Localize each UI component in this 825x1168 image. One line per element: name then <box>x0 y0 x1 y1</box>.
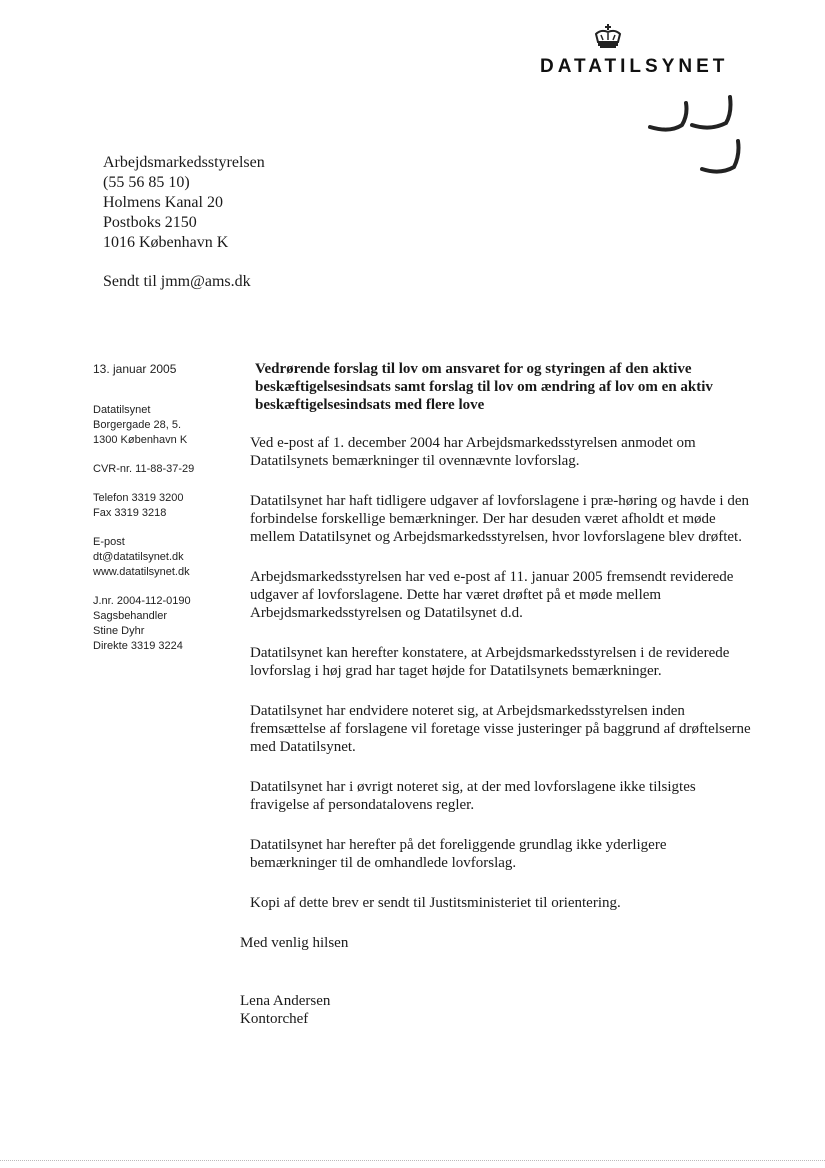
direct-phone: Direkte 3319 3224 <box>93 640 183 652</box>
address-line: Borgergade 28, 5. <box>93 419 182 431</box>
body-paragraph: Datatilsynet har i øvrigt noteret sig, at der med lovforslagene ikke tilsigtes fravigelse af persondatalovens regler. <box>250 779 696 813</box>
phone-block <box>93 491 233 521</box>
email-label: E-post <box>93 536 125 548</box>
page-edge-divider <box>0 1160 825 1161</box>
recipient-line: Holmens Kanal 20 <box>103 194 223 211</box>
recipient-line: Arbejdsmarkedsstyrelsen <box>103 154 265 171</box>
case-number: J.nr. 2004-112-0190 <box>93 595 191 607</box>
case-handler-label: Sagsbehandler <box>93 610 168 622</box>
case-handler-name: Stine Dyhr <box>93 625 145 637</box>
email-block <box>93 535 233 580</box>
phone-line: Telefon 3319 3200 <box>93 492 184 504</box>
body-paragraph: Datatilsynet har endvidere noteret sig, at Arbejdsmarkedsstyrelsen inden fremsættelse af forslagene vil foretage visse justeringer på baggrund af drøftelserne med Datatilsynet. <box>250 703 751 755</box>
website-link[interactable]: www.datatilsynet.dk <box>93 566 190 578</box>
sent-to-line: Sendt til jmm@ams.dk <box>103 273 251 290</box>
recipient-line: Postboks 2150 <box>103 214 197 231</box>
royal-crown-icon <box>593 24 623 50</box>
fax-line: Fax 3319 3218 <box>93 507 167 519</box>
body-paragraph: Datatilsynet kan herefter konstatere, at Arbejdsmarkedsstyrelsen i de reviderede lovforslag i høj grad har taget højde for Datatilsynets bemærkninger. <box>250 645 730 679</box>
email-address[interactable]: dt@datatilsynet.dk <box>93 551 184 563</box>
sender-address <box>93 403 233 448</box>
recipient-address <box>103 153 423 253</box>
body-paragraph: Datatilsynet har herefter på det foreliggende grundlag ikke yderligere bemærkninger til de omhandlede lovforslag. <box>250 837 667 871</box>
recipient-line: (55 56 85 10) <box>103 174 190 191</box>
brand-name: DATATILSYNET <box>540 56 729 77</box>
body-paragraph: Datatilsynet har haft tidligere udgaver af lovforslagene i præ-høring og havde i den forbindelse forskellige bemærkninger. Der har desuden været afholdt et møde mellem Datatilsynet og Arbejdsmarkedsstyrelsen, hvor lovforslagene blev drøftet. <box>250 493 749 545</box>
closing-salutation: Med venlig hilsen <box>240 935 349 951</box>
letter-date: 13. januar 2005 <box>93 362 177 376</box>
cvr-number: CVR-nr. 11-88-37-29 <box>93 463 195 475</box>
recipient-line: 1016 København K <box>103 234 229 251</box>
letter-body <box>240 360 770 1028</box>
handwritten-mark-icon <box>640 95 750 177</box>
case-block <box>93 594 233 654</box>
letter-subject: Vedrørende forslag til lov om ansvaret for og styringen af den aktive beskæftigelsesindsats samt forslag til lov om ændring af lov om en aktiv beskæftigelsesindsats med flere love <box>255 361 713 413</box>
signature-title: Kontorchef <box>240 1011 309 1027</box>
body-paragraph: Ved e-post af 1. december 2004 har Arbejdsmarkedsstyrelsen anmodet om Datatilsynets bemærkninger til ovennævnte lovforslag. <box>250 435 696 469</box>
body-paragraph: Arbejdsmarkedsstyrelsen har ved e-post af 11. januar 2005 fremsendt reviderede udgaver af lovforslagene. Dette har været drøftet på et møde mellem Arbejdsmarkedsstyrelsen og Datatilsynet d.d. <box>250 569 734 621</box>
body-paragraph: Kopi af dette brev er sendt til Justitsministeriet til orientering. <box>250 895 621 911</box>
address-line: 1300 København K <box>93 434 188 446</box>
signature-block <box>240 992 770 1028</box>
signature-name: Lena Andersen <box>240 993 331 1009</box>
sender-sidebar <box>93 362 233 668</box>
address-line: Datatilsynet <box>93 404 151 416</box>
